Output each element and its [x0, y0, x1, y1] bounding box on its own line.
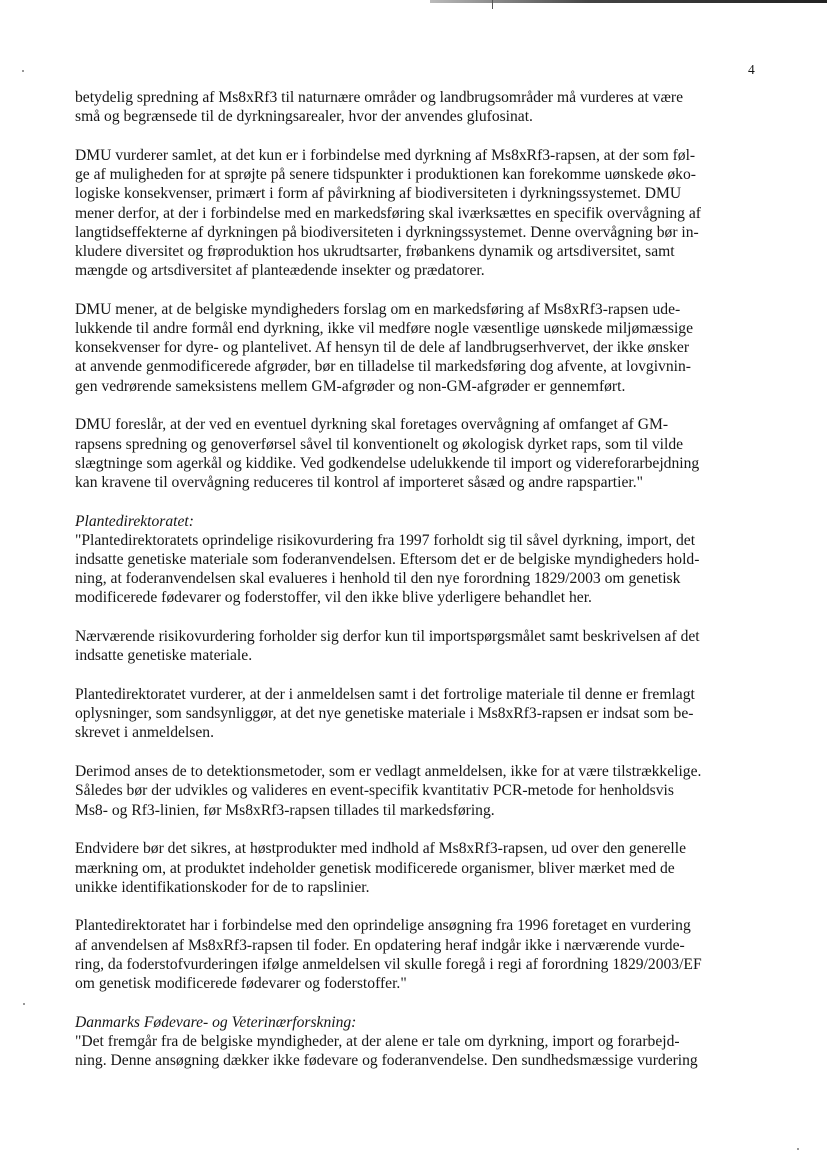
text-line: indsatte genetiske materiale som foderanvendelsen. Eftersom det er de belgiske myndigheders hold- — [75, 551, 700, 569]
text-line: rapsens spredning og genoverførsel såvel til konventionelt og økologisk dyrket raps, som til vilde — [75, 435, 684, 453]
text-line: mener derfor, at der i forbindelse med en markedsføring skal iværksættes en specifik overvågning af — [75, 204, 701, 222]
text-line: langtidseffekterne af dyrkningen på biodiversiteten i dyrkningssystemet. Denne overvågning bør in- — [75, 223, 699, 241]
paragraph — [75, 300, 755, 396]
section-paragraph — [75, 1013, 755, 1071]
text-line: betydelig spredning af Ms8xRf3 til naturnære områder og landbrugsområder må vurderes at være — [75, 89, 683, 106]
scan-edge-line — [430, 0, 827, 3]
text-line: DMU mener, at de belgiske myndigheders forslag om en markedsføring af Ms8xRf3-rapsen ude- — [75, 300, 681, 318]
document-body — [75, 88, 755, 1090]
text-line: "Plantedirektoratets oprindelige risikovurdering fra 1997 forholdt sig til såvel dyrkning, import, det — [75, 531, 696, 549]
text-line: om genetisk modificerede fødevarer og foderstoffer." — [75, 975, 407, 993]
text-line: Derimod anses de to detektionsmetoder, som er vedlagt anmeldelsen, ikke for at være tilstrækkelige. — [75, 763, 702, 781]
text-line: ning, at foderanvendelsen skal evalueres i henhold til den nye forordning 1829/2003 om genetisk — [75, 570, 681, 588]
text-line: kan kravene til overvågning reduceres til kontrol af importeret såsæd og andre rapspartier." — [75, 473, 643, 491]
text-line: at anvende genmodificerede afgrøder, bør en tilladelse til markedsføring dog afvente, at lovgivnin- — [75, 358, 691, 376]
section-heading: Plantedirektoratet: — [75, 512, 194, 530]
text-line: små og begrænsede til de dyrkningsarealer, hvor der anvendes glufosinat. — [75, 108, 533, 126]
text-line: logiske konsekvenser, primært i form af påvirkning af biodiversiteten i dyrkningssystemet. DMU — [75, 185, 682, 203]
text-line: lukkende til andre formål end dyrkning, ikke vil medføre nogle væsentlige uønskede miljømæssige — [75, 320, 693, 338]
text-line: DMU foreslår, at der ved en eventuel dyrkning skal foretages overvågning af omfanget af GM- — [75, 416, 669, 434]
text-line: gen vedrørende sameksistens mellem GM-afgrøder og non-GM-afgrøder er gennemført. — [75, 377, 626, 395]
text-line: indsatte genetiske materiale. — [75, 647, 253, 665]
paragraph — [75, 627, 755, 665]
text-line: DMU vurderer samlet, at det kun er i forbindelse med dyrkning af Ms8xRf3-rapsen, at der som føl- — [75, 146, 696, 164]
text-line: Nærværende risikovurdering forholder sig derfor kun til importspørgsmålet samt beskrivelsen af det — [75, 628, 700, 646]
scan-speck — [23, 1003, 25, 1005]
text-line: kludere diversitet og frøproduktion hos ukrudtsarter, frøbankens dynamik og artsdiversitet, samt — [75, 242, 675, 260]
paragraph — [75, 762, 755, 820]
page-number: 4 — [748, 62, 755, 77]
paragraph — [75, 146, 755, 280]
paragraph — [75, 88, 755, 126]
text-line: Plantedirektoratet har i forbindelse med den oprindelige ansøgning fra 1996 foretaget en vurdering — [75, 917, 691, 935]
paragraph — [75, 415, 755, 492]
paragraph — [75, 839, 755, 897]
text-line: modificerede fødevarer og foderstoffer, vil den ikke blive yderligere behandlet her. — [75, 589, 592, 607]
section-paragraph — [75, 512, 755, 608]
section-heading: Danmarks Fødevare- og Veterinærforskning: — [75, 1013, 357, 1031]
text-line: mængde og artsdiversitet af planteædende insekter og prædatorer. — [75, 262, 485, 280]
text-line: Endvidere bør det sikres, at høstprodukter med indhold af Ms8xRf3-rapsen, ud over den generelle — [75, 840, 687, 858]
text-line: skrevet i anmeldelsen. — [75, 724, 214, 742]
scan-speck — [797, 1148, 799, 1150]
text-line: mærkning om, at produktet indeholder genetisk modificerede organismer, bliver mærket med de — [75, 859, 675, 877]
text-line: slægtninge som agerkål og kiddike. Ved godkendelse udelukkende til import og videreforarbejdning — [75, 454, 700, 472]
scan-speck — [22, 70, 24, 72]
text-line: af anvendelsen af Ms8xRf3-rapsen til foder. En opdatering heraf indgår ikke i nærværende vurde- — [75, 936, 685, 954]
text-line: "Det fremgår fra de belgiske myndigheder, at der alene er tale om dyrkning, import og forarbejd- — [75, 1032, 680, 1050]
paragraph — [75, 685, 755, 743]
paragraph — [75, 916, 755, 993]
text-line: ring, da foderstofvurderingen ifølge anmeldelsen vil skulle foregå i regi af forordning 1829/2003/EF — [75, 955, 702, 973]
text-line: ning. Denne ansøgning dækker ikke fødevare og foderanvendelse. Den sundhedsmæssige vurdering — [75, 1052, 698, 1070]
text-line: Ms8- og Rf3-linien, før Ms8xRf3-rapsen tillades til markedsføring. — [75, 801, 495, 819]
text-line: ge af muligheden for at sprøjte på senere tidspunkter i produktionen kan forekomme uønskede øko- — [75, 166, 696, 184]
text-line: Således bør der udvikles og valideres en event-specifik kvantitativ PCR-metode for henholdsvis — [75, 782, 674, 800]
text-line: Plantedirektoratet vurderer, at der i anmeldelsen samt i det fortrolige materiale til denne er fremlagt — [75, 686, 695, 704]
scan-tick-mark — [492, 0, 493, 9]
text-line: konsekvenser for dyre- og plantelivet. Af hensyn til de dele af landbrugserhvervet, der ikke ønsker — [75, 339, 690, 357]
text-line: oplysninger, som sandsynliggør, at det nye genetiske materiale i Ms8xRf3-rapsen er indsat som be- — [75, 705, 694, 723]
text-line: unikke identifikationskoder for de to rapslinier. — [75, 878, 370, 896]
